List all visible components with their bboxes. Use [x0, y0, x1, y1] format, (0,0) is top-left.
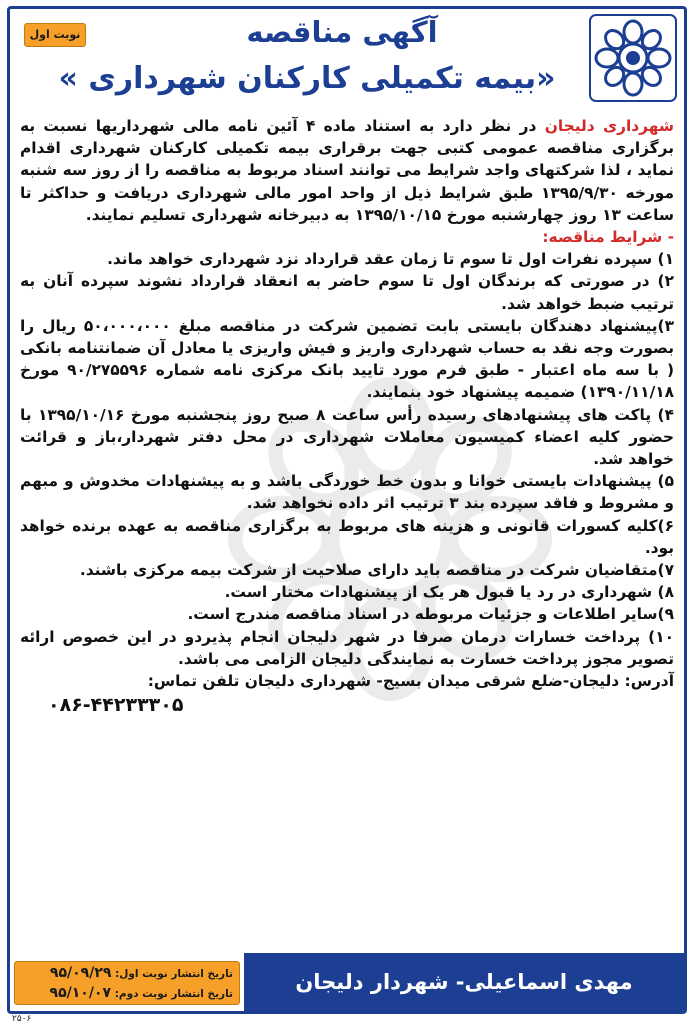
second-publication-label: تاریخ انتشار نوبت دوم: — [114, 988, 233, 1000]
condition-item: ۱) سپرده نفرات اول تا سوم تا زمان عقد قرارداد نزد شهرداری خواهد ماند. — [107, 250, 674, 269]
first-publication-date: ۹۵/۰۹/۲۹ — [49, 965, 112, 981]
condition-item: ۹)سایر اطلاعات و جزئیات مربوطه در اسناد مناقصه مندرج است. — [187, 605, 674, 624]
condition-item: ۸) شهرداری در رد یا قبول هر یک از پیشنهادات مختار است. — [224, 583, 674, 602]
condition-item: ۶)کلیه کسورات قانونی و هزینه های مربوط به برگزاری مناقصه به عهده برنده خواهد بود. — [20, 516, 674, 557]
address-line: آدرس: دلیجان-ضلع شرقی میدان بسیج- شهرداری دلیجان تلفن تماس: — [147, 672, 674, 691]
municipality-logo-icon — [588, 13, 678, 103]
condition-item: ۵) پیشنهادات بایستی خوانا و بدون خط خوردگی باشد و به پیشنهادات مخدوش و مبهم و مشروط و فاقد سپرده بند ۳ ترتیب اثر داده نخواهد شد. — [20, 472, 674, 513]
phone-number: ۰۸۶-۴۴۲۳۳۳۰۵ — [48, 694, 184, 717]
condition-item: ۱۰) پرداخت خسارات درمان صرفا در شهر دلیجان انجام پذیردو در این خصوص ارائه تصویر مجوز پرداخت خسارت به نمایندگی دلیجان الزامی می باشد. — [20, 627, 674, 668]
signature-bar: مهدی اسماعیلی- شهردار دلیجان — [244, 953, 684, 1011]
page-title: آگهی مناقصه — [246, 15, 438, 49]
condition-item: ۷)متقاضیان شرکت در مناقصه باید دارای صلاحیت از شرکت بیمه مرکزی باشند. — [79, 561, 674, 580]
conditions-title: - شرایط مناقصه: — [542, 228, 674, 247]
first-publication-label: تاریخ انتشار نوبت اول: — [115, 968, 233, 980]
footer — [10, 953, 684, 1011]
page-subtitle: «بیمه تکمیلی کارکنان شهرداری » — [58, 61, 556, 96]
first-publication-row — [21, 964, 233, 984]
organization-name: شهرداری دلیجان — [544, 117, 674, 135]
second-publication-date: ۹۵/۱۰/۰۷ — [49, 985, 112, 1001]
ad-body — [10, 109, 684, 718]
condition-item: ۳)پیشنهاد دهندگان بایستی بابت تضمین شرکت در مناقصه مبلغ ۵۰،۰۰۰،۰۰۰ ریال را بصورت وجه نقد به حساب شهرداری واریز و فیش واریزی یا معادل آن ضمانتنامه بانکی ( با سه ماه اعتبار - طبق فرم مورد تایید بانک مرکزی نامه شماره ۹۰/۲۷۵۵۹۶ مورخ ۱۳۹۰/۱۱/۱۸) ضمیمه پیشنهاد خود بنمایند. — [20, 316, 674, 402]
condition-item: ۲) در صورتی که برندگان اول تا سوم حاضر به انعقاد قرارداد نشوند سپرده آنان به ترتیب ضبط خواهد شد. — [20, 272, 674, 313]
intro-text: در نظر دارد به استناد ماده ۴ آئین نامه مالی شهرداریها نسبت به برگزاری مناقصه عمومی کتبی جهت برقراری بیمه تکمیلی کارکنان شهرداری اقدام نماید ، لذا شرکتهای واجد شرایط می توانند اسناد مربوط به مناقصه را از روز سه شنبه مورخه ۱۳۹۵/۹/۳۰ طبق شرایط ذیل از واحد امور مالی شهرداری دریافت و حداکثر تا ساعت ۱۳ روز چهارشنبه مورخ ۱۳۹۵/۱۰/۱۵ به دبیرخانه شهرداری تسلیم نمایند. — [20, 117, 674, 224]
ad-frame — [7, 6, 687, 1014]
header — [10, 9, 684, 109]
intro-paragraph — [20, 115, 674, 226]
ad-code: ۲۵۰۶ — [12, 1014, 32, 1024]
second-publication-row — [21, 984, 233, 1004]
condition-item: ۴) پاکت های پیشنهادهای رسیده رأس ساعت ۸ صبح روز پنجشنبه مورخ ۱۳۹۵/۱۰/۱۶ با حضور کلیه اعضاء کمیسیون معاملات شهرداری در محل دفتر شهردار،باز و قرائت خواهد شد. — [20, 405, 674, 469]
publication-dates — [14, 961, 240, 1005]
edition-badge: نوبت اول — [24, 23, 86, 47]
